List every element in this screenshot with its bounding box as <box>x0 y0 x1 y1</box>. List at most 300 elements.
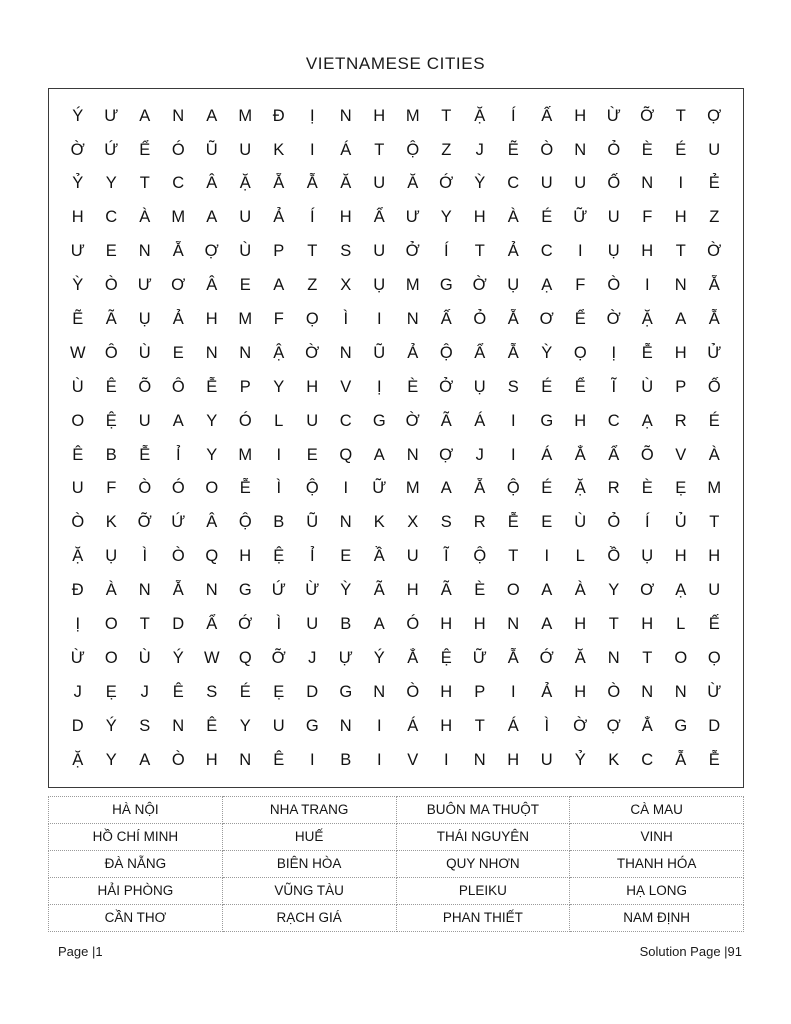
grid-cell: C <box>105 208 118 227</box>
word-list-item: HẠ LONG <box>570 878 744 905</box>
grid-cell: D <box>71 716 84 735</box>
word-list-item: ĐÀ NẴNG <box>49 851 223 878</box>
grid-cell: Ỡ <box>640 106 655 125</box>
grid-cell: Õ <box>138 377 152 396</box>
grid-cell: A <box>541 615 553 634</box>
word-list-item: HỒ CHÍ MINH <box>49 824 223 851</box>
word-list-item: VINH <box>570 824 744 851</box>
grid-cell: É <box>708 411 720 430</box>
grid-cell: Ì <box>142 547 148 566</box>
grid-cell: A <box>373 445 385 464</box>
grid-cell: Ý <box>373 648 385 667</box>
grid-cell: Ặ <box>474 106 486 125</box>
grid-cell: L <box>274 411 284 430</box>
grid-cell: Ể <box>574 310 586 329</box>
grid-cell: E <box>105 242 117 261</box>
grid-cell: Ả <box>507 242 519 261</box>
grid-cell: R <box>607 479 620 498</box>
grid-cell: Ẫ <box>507 648 519 667</box>
grid-cell: H <box>440 682 453 701</box>
grid-cell: I <box>343 479 349 498</box>
word-list-item: PHAN THIẾT <box>396 905 570 932</box>
grid-cell: I <box>510 411 516 430</box>
grid-cell: A <box>172 411 184 430</box>
grid-cell: H <box>674 547 687 566</box>
grid-cell: W <box>203 648 220 667</box>
grid-cell: Ũ <box>205 140 218 159</box>
word-list-row <box>49 824 744 851</box>
grid-cell: Ẩ <box>608 445 620 464</box>
grid-cell: Ỏ <box>607 140 621 159</box>
grid-cell: Ệ <box>105 411 117 430</box>
grid-cell: Ờ <box>707 242 722 261</box>
grid-cell: L <box>676 615 686 634</box>
grid-cell: Ạ <box>541 276 553 295</box>
grid-row <box>61 133 731 167</box>
grid-cell: U <box>272 716 285 735</box>
grid-cell: Ộ <box>439 343 453 362</box>
grid-cell: Ặ <box>239 174 251 193</box>
grid-cell: Ử <box>707 343 722 362</box>
grid-cell: Ò <box>104 276 118 295</box>
grid-row <box>61 438 731 472</box>
grid-cell: H <box>473 208 486 227</box>
grid-cell: I <box>376 716 382 735</box>
grid-cell: H <box>674 208 687 227</box>
word-list-item: NAM ĐỊNH <box>570 905 744 932</box>
grid-cell: Í <box>443 242 449 261</box>
grid-cell: X <box>340 276 352 295</box>
grid-cell: H <box>373 106 386 125</box>
grid-cell: T <box>608 615 619 634</box>
grid-row <box>61 540 731 574</box>
grid-cell: S <box>340 242 352 261</box>
grid-cell: Ô <box>171 377 185 396</box>
grid-cell: H <box>674 343 687 362</box>
grid-cell: Ữ <box>573 208 588 227</box>
grid-cell: H <box>641 242 654 261</box>
grid-cell: O <box>104 615 118 634</box>
grid-cell: Ẩ <box>373 208 385 227</box>
grid-cell: Ự <box>338 648 353 667</box>
grid-cell: E <box>306 445 318 464</box>
grid-cell: H <box>574 411 587 430</box>
grid-cell: Ợ <box>204 242 219 261</box>
grid-cell: T <box>374 140 385 159</box>
grid-cell: Ậ <box>273 343 285 362</box>
grid-cell: Ể <box>574 377 586 396</box>
word-list-item: RẠCH GIÁ <box>222 905 396 932</box>
grid-cell: Ẫ <box>708 310 720 329</box>
grid-cell: H <box>71 208 84 227</box>
grid-cell: Ị <box>75 615 81 634</box>
grid-cell: Ê <box>72 445 84 464</box>
grid-cell: Y <box>105 174 117 193</box>
grid-cell: Ẳ <box>574 445 586 464</box>
grid-cell: Á <box>407 716 419 735</box>
grid-cell: Ẳ <box>407 648 419 667</box>
grid-cell: V <box>407 750 419 769</box>
grid-cell: M <box>238 445 253 464</box>
grid-cell: J <box>475 140 484 159</box>
grid-cell: A <box>206 106 218 125</box>
grid-cell: O <box>104 648 118 667</box>
grid-cell: Ĩ <box>443 547 449 566</box>
grid-cell: Ở <box>439 377 454 396</box>
grid-cell: J <box>475 445 484 464</box>
word-list-item: VŨNG TÀU <box>222 878 396 905</box>
grid-cell: Ụ <box>138 310 151 329</box>
grid-cell: Ư <box>137 276 152 295</box>
grid-cell: Ê <box>273 750 285 769</box>
grid-cell: Ụ <box>373 276 386 295</box>
grid-cell: Ợ <box>606 716 621 735</box>
grid-cell: A <box>139 750 151 769</box>
grid-cell: Á <box>507 716 519 735</box>
grid-cell: N <box>339 513 352 532</box>
grid-cell: É <box>541 479 553 498</box>
grid-cell: N <box>674 276 687 295</box>
grid-cell: I <box>678 174 684 193</box>
grid-cell: S <box>440 513 452 532</box>
grid-cell: Ặ <box>641 310 653 329</box>
grid-cell: Ẽ <box>72 310 84 329</box>
grid-cell: N <box>339 716 352 735</box>
grid-cell: N <box>239 750 252 769</box>
grid-cell: Ả <box>541 682 553 701</box>
grid-cell: Ý <box>172 648 184 667</box>
grid-cell: Ơ <box>171 276 186 295</box>
grid-cell: Í <box>644 513 650 532</box>
grid-cell: È <box>641 140 653 159</box>
grid-cell: G <box>439 276 453 295</box>
grid-cell: U <box>306 411 319 430</box>
grid-cell: Ô <box>104 343 118 362</box>
grid-cell: Ã <box>440 581 452 600</box>
grid-cell: Ũ <box>306 513 319 532</box>
grid-cell: I <box>443 750 449 769</box>
grid-cell: H <box>574 615 587 634</box>
grid-cell: T <box>139 615 150 634</box>
word-search-grid <box>48 88 744 788</box>
grid-cell: F <box>106 479 117 498</box>
grid-cell: Ờ <box>472 276 487 295</box>
grid-cell: Ư <box>405 208 420 227</box>
grid-cell: Ỳ <box>541 343 553 362</box>
grid-cell: Ộ <box>406 140 420 159</box>
grid-cell: Ù <box>71 377 84 396</box>
grid-cell: S <box>507 377 519 396</box>
grid-cell: Ị <box>611 343 617 362</box>
grid-cell: C <box>339 411 352 430</box>
grid-cell: M <box>405 479 420 498</box>
grid-cell: Ữ <box>372 479 387 498</box>
grid-cell: I <box>577 242 583 261</box>
grid-cell: Ỏ <box>473 310 487 329</box>
word-list-item: CÀ MAU <box>570 797 744 824</box>
grid-cell: É <box>541 377 553 396</box>
word-list-table <box>48 796 744 932</box>
grid-cell: T <box>441 106 452 125</box>
grid-cell: Q <box>205 547 219 566</box>
grid-cell: È <box>641 479 653 498</box>
grid-cell: Ẩ <box>206 615 218 634</box>
grid-cell: Ò <box>607 682 621 701</box>
grid-cell: I <box>644 276 650 295</box>
grid-cell: Ù <box>138 648 151 667</box>
grid-cell: Ữ <box>472 648 487 667</box>
grid-cell: Ộ <box>238 513 252 532</box>
word-list-item: THANH HÓA <box>570 851 744 878</box>
grid-row <box>61 268 731 302</box>
grid-cell: R <box>674 411 687 430</box>
grid-row <box>61 607 731 641</box>
grid-cell: É <box>675 140 687 159</box>
grid-cell: Ỡ <box>271 648 286 667</box>
grid-cell: Ò <box>138 479 152 498</box>
grid-cell: H <box>708 547 721 566</box>
grid-cell: M <box>405 106 420 125</box>
grid-cell: U <box>373 242 386 261</box>
grid-cell: U <box>574 174 587 193</box>
grid-cell: Ả <box>172 310 184 329</box>
grid-cell: Ẵ <box>507 310 519 329</box>
grid-cell: Ẳ <box>641 716 653 735</box>
grid-cell: T <box>508 547 519 566</box>
grid-cell: Ỏ <box>607 513 621 532</box>
grid-cell: G <box>305 716 319 735</box>
grid-cell: N <box>574 140 587 159</box>
grid-cell: K <box>608 750 620 769</box>
grid-cell: Â <box>206 276 218 295</box>
grid-cell: G <box>372 411 386 430</box>
grid-cell: C <box>540 242 553 261</box>
grid-cell: Ỳ <box>72 276 84 295</box>
grid-cell: Ừ <box>70 648 85 667</box>
grid-cell: Ọ <box>573 343 587 362</box>
grid-cell: Ễ <box>239 479 251 498</box>
grid-cell: Ỡ <box>137 513 152 532</box>
grid-cell: À <box>139 208 151 227</box>
word-list-row <box>49 905 744 932</box>
grid-row <box>61 336 731 370</box>
grid-cell: Ơ <box>640 581 655 600</box>
grid-cell: A <box>373 615 385 634</box>
grid-cell: Q <box>339 445 353 464</box>
grid-row <box>61 99 731 133</box>
grid-cell: N <box>473 750 486 769</box>
grid-cell: U <box>540 750 553 769</box>
word-list-item: HÀ NỘI <box>49 797 223 824</box>
grid-cell: H <box>440 716 453 735</box>
grid-row <box>61 235 731 269</box>
grid-cell: M <box>238 106 253 125</box>
grid-cell: N <box>205 581 218 600</box>
grid-cell: Ì <box>544 716 550 735</box>
grid-cell: N <box>239 343 252 362</box>
grid-cell: Á <box>541 445 553 464</box>
grid-cell: Ư <box>70 242 85 261</box>
grid-cell: Ừ <box>707 682 722 701</box>
grid-cell: Ó <box>238 411 252 430</box>
grid-cell: A <box>440 479 452 498</box>
grid-cell: Í <box>510 106 516 125</box>
grid-cell: J <box>308 648 317 667</box>
grid-cell: L <box>575 547 585 566</box>
grid-cell: H <box>574 106 587 125</box>
grid-cell: T <box>474 716 485 735</box>
grid-cell: K <box>373 513 385 532</box>
grid-cell: U <box>239 208 252 227</box>
grid-cell: É <box>541 208 553 227</box>
grid-cell: N <box>205 343 218 362</box>
grid-cell: Ò <box>406 682 420 701</box>
grid-cell: H <box>473 615 486 634</box>
grid-cell: Ễ <box>139 445 151 464</box>
grid-cell: N <box>339 106 352 125</box>
grid-cell: Ẹ <box>675 479 687 498</box>
grid-cell: N <box>138 242 151 261</box>
grid-cell: Ì <box>276 615 282 634</box>
grid-row <box>61 370 731 404</box>
word-list-item: HẢI PHÒNG <box>49 878 223 905</box>
grid-cell: Ẹ <box>105 682 117 701</box>
grid-cell: B <box>340 615 352 634</box>
grid-cell: Ị <box>376 377 382 396</box>
grid-row <box>61 404 731 438</box>
grid-cell: Ẫ <box>306 174 318 193</box>
grid-cell: Ó <box>171 140 185 159</box>
grid-cell: I <box>276 445 282 464</box>
grid-cell: Ò <box>171 547 185 566</box>
grid-cell: N <box>172 716 185 735</box>
grid-cell: Ờ <box>606 310 621 329</box>
grid-cell: Ũ <box>373 343 386 362</box>
grid-cell: E <box>172 343 184 362</box>
grid-cell: I <box>376 750 382 769</box>
grid-cell: Ợ <box>707 106 722 125</box>
grid-row <box>61 743 731 777</box>
grid-cell: Y <box>239 716 251 735</box>
grid-cell: U <box>708 140 721 159</box>
grid-cell: M <box>707 479 722 498</box>
grid-cell: Ò <box>171 750 185 769</box>
grid-cell: P <box>675 377 687 396</box>
grid-cell: C <box>172 174 185 193</box>
grid-cell: Ả <box>407 343 419 362</box>
grid-cell: Y <box>105 750 117 769</box>
grid-cell: N <box>507 615 520 634</box>
grid-cell: O <box>71 411 85 430</box>
grid-cell: Ã <box>440 411 452 430</box>
grid-cell: Â <box>206 513 218 532</box>
word-list-item: QUY NHƠN <box>396 851 570 878</box>
grid-cell: Ợ <box>439 445 454 464</box>
grid-cell: G <box>674 716 688 735</box>
grid-cell: Õ <box>640 445 654 464</box>
grid-cell: Ă <box>340 174 352 193</box>
grid-cell: Ạ <box>641 411 653 430</box>
grid-cell: I <box>510 682 516 701</box>
grid-cell: T <box>642 648 653 667</box>
grid-cell: Ê <box>172 682 184 701</box>
grid-cell: Ộ <box>506 479 520 498</box>
grid-cell: Ặ <box>72 750 84 769</box>
grid-cell: Ờ <box>573 716 588 735</box>
grid-cell: F <box>273 310 284 329</box>
word-list <box>48 796 744 932</box>
grid-cell: H <box>641 615 654 634</box>
grid-row <box>61 709 731 743</box>
word-list-item: BIÊN HÒA <box>222 851 396 878</box>
grid-cell: Ẹ <box>273 682 285 701</box>
word-list-item: CẦN THƠ <box>49 905 223 932</box>
grid-cell: Ẵ <box>273 174 285 193</box>
grid-cell: Ễ <box>641 343 653 362</box>
grid-cell: R <box>473 513 486 532</box>
grid-row <box>61 573 731 607</box>
grid-cell: I <box>544 547 550 566</box>
grid-cell: Ỷ <box>72 174 84 193</box>
grid-cell: M <box>238 310 253 329</box>
grid-cell: D <box>306 682 319 701</box>
grid-cell: C <box>507 174 520 193</box>
grid-cell: I <box>309 750 315 769</box>
grid-cell: Ê <box>105 377 117 396</box>
grid-cell: D <box>172 615 185 634</box>
grid-cell: Q <box>238 648 252 667</box>
grid-cell: Ố <box>707 377 721 396</box>
grid-row <box>61 472 731 506</box>
grid-cell: P <box>273 242 285 261</box>
grid-cell: G <box>540 411 554 430</box>
grid-cell: Ẫ <box>507 343 519 362</box>
grid-cell: S <box>139 716 151 735</box>
footer-solution-page: Solution Page |91 <box>639 944 742 959</box>
grid-cell: Ấ <box>440 310 452 329</box>
grid-cell: Ư <box>104 106 119 125</box>
grid-cell: Ă <box>574 648 586 667</box>
word-list-item: HUẾ <box>222 824 396 851</box>
grid-cell: Ì <box>343 310 349 329</box>
grid-cell: N <box>641 174 654 193</box>
grid-cell: Ụ <box>607 242 620 261</box>
grid-cell: Ẩ <box>474 343 486 362</box>
grid-cell: I <box>510 445 516 464</box>
grid-cell: Ờ <box>405 411 420 430</box>
grid-cell: Ệ <box>273 547 285 566</box>
grid-cell: Ỳ <box>340 581 352 600</box>
grid-cell: U <box>406 547 419 566</box>
grid-cell: N <box>641 682 654 701</box>
grid-cell: T <box>139 174 150 193</box>
grid-cell: Ờ <box>70 140 85 159</box>
grid-cell: Ý <box>72 106 84 125</box>
grid-cell: Ụ <box>507 276 520 295</box>
grid-cell: Í <box>309 208 315 227</box>
grid-cell: M <box>171 208 186 227</box>
grid-cell: È <box>474 581 486 600</box>
grid-cell: Ã <box>373 581 385 600</box>
grid-cell: Ẵ <box>172 581 184 600</box>
grid-cell: E <box>340 547 352 566</box>
grid-cell: P <box>239 377 251 396</box>
grid-cell: Ơ <box>539 310 554 329</box>
grid-cell: H <box>440 615 453 634</box>
grid-cell: I <box>376 310 382 329</box>
grid-cell: Ụ <box>641 547 654 566</box>
grid-cell: Ấ <box>541 106 553 125</box>
